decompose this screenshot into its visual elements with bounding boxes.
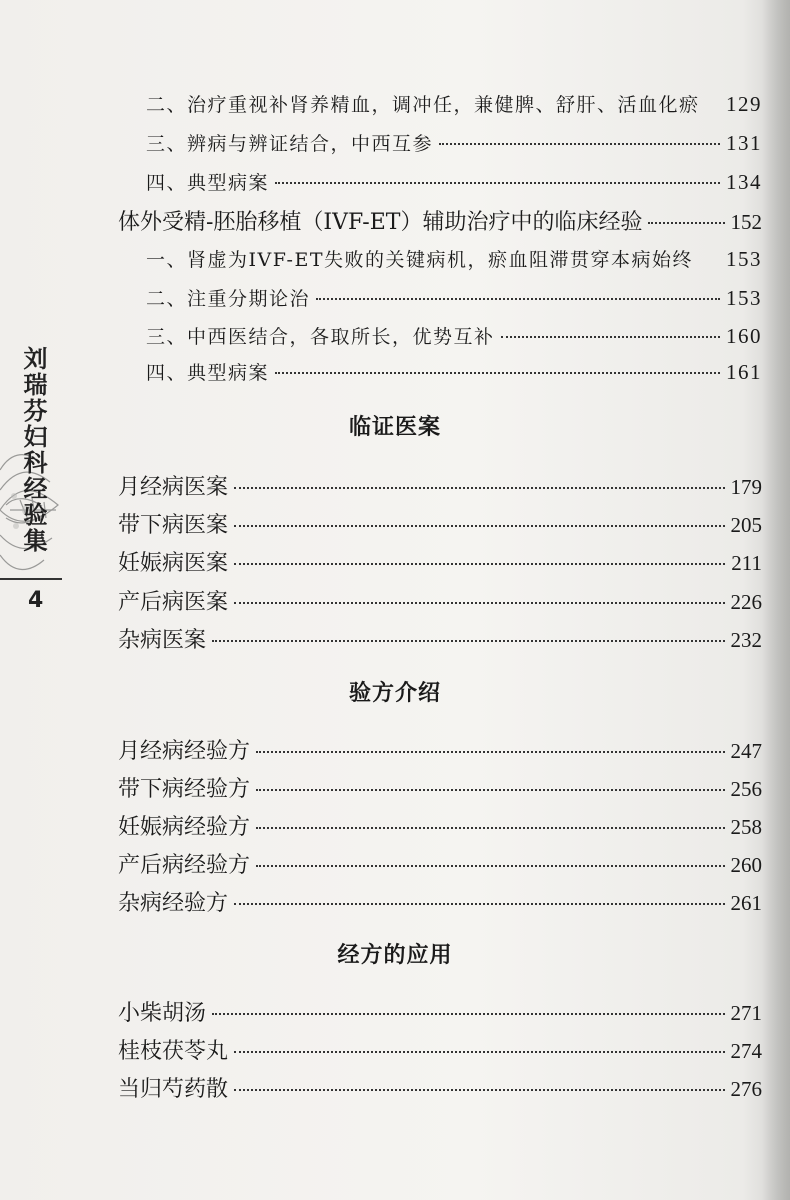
- toc-entry-title: 产后病医案: [118, 590, 229, 615]
- toc-entry-page: 134: [726, 170, 762, 194]
- toc-entry[interactable]: [118, 623, 762, 654]
- toc-entry-page: 276: [730, 1077, 762, 1101]
- toc-entry[interactable]: [118, 508, 762, 539]
- toc-entry-page: 274: [730, 1039, 762, 1063]
- toc-leader: [256, 865, 724, 867]
- toc-entry-page: 256: [730, 777, 762, 801]
- toc-entry-title: 杂病医案: [118, 628, 207, 653]
- toc-leader: [234, 602, 724, 604]
- toc-leader: [256, 827, 724, 829]
- toc-entry-title: 四、典型病案: [146, 172, 270, 194]
- toc-entry-title: 月经病经验方: [118, 739, 251, 764]
- toc-entry-page: 153: [726, 247, 762, 271]
- toc-entry-title: 当归芍药散: [118, 1077, 229, 1102]
- toc-entry[interactable]: [146, 245, 762, 272]
- toc-entry-title: 三、辨病与辨证结合，中西互参: [146, 133, 434, 155]
- toc-entry-title: 小柴胡汤: [118, 1001, 207, 1026]
- toc-entry-title: 二、注重分期论治: [146, 288, 311, 310]
- toc-leader: [501, 336, 720, 338]
- toc-entry-page: 129: [726, 92, 762, 116]
- toc-entry-title: 带下病医案: [118, 513, 229, 538]
- toc-leader: [234, 563, 725, 565]
- toc-entry-page: 179: [730, 475, 762, 499]
- toc-entry-title: 一、肾虚为IVF-ET失败的关键病机，瘀血阻滞贯穿本病始终: [146, 249, 694, 271]
- toc-entry-title: 体外受精-胚胎移植（IVF-ET）辅助治疗中的临床经验: [118, 210, 643, 235]
- toc-leader: [234, 487, 724, 489]
- toc-entry-page: 271: [730, 1001, 762, 1025]
- toc-entry-title: 桂枝茯苓丸: [118, 1039, 229, 1064]
- toc-entry[interactable]: [118, 996, 762, 1027]
- toc-leader: [256, 789, 724, 791]
- toc-entry-title: 带下病经验方: [118, 777, 251, 802]
- toc-leader: [256, 751, 724, 753]
- toc-leader: [648, 222, 724, 224]
- toc-entry-title: 产后病经验方: [118, 853, 251, 878]
- toc-entry-page: 161: [726, 360, 762, 384]
- toc-leader: [275, 372, 720, 374]
- section-heading: 经方的应用: [337, 942, 453, 968]
- toc-leader: [234, 1051, 724, 1053]
- toc-entry[interactable]: [118, 546, 762, 577]
- toc-entry-page: 160: [726, 324, 762, 348]
- toc-leader: [316, 298, 720, 300]
- toc-entry[interactable]: [118, 1034, 762, 1065]
- toc-entry-page: 261: [730, 891, 762, 915]
- toc-entry-page: 211: [731, 551, 762, 575]
- toc-entry[interactable]: [118, 810, 762, 841]
- book-title: 刘瑞芬妇科经验集: [19, 346, 48, 554]
- toc-entry-title: 妊娠病经验方: [118, 815, 251, 840]
- toc-entry[interactable]: [118, 848, 762, 879]
- toc-entry[interactable]: [146, 90, 762, 117]
- toc-leader: [212, 640, 724, 642]
- toc-entry-page: 247: [730, 739, 762, 763]
- spine-shadow: [762, 0, 790, 1200]
- toc-entry-title: 四、典型病案: [146, 362, 270, 384]
- toc-entry-title: 杂病经验方: [118, 891, 229, 916]
- section-heading: 验方介绍: [348, 680, 441, 706]
- toc-entry[interactable]: [118, 734, 762, 765]
- toc-entry[interactable]: [118, 772, 762, 803]
- toc-entry-page: 258: [730, 815, 762, 839]
- toc-leader: [234, 525, 724, 527]
- toc-entry[interactable]: [146, 129, 762, 156]
- toc-leader: [212, 1013, 724, 1015]
- toc-entry[interactable]: [118, 205, 762, 236]
- toc-leader: [234, 903, 724, 905]
- toc-entry[interactable]: [146, 284, 762, 311]
- toc-leader: [275, 182, 720, 184]
- toc-entry[interactable]: [118, 585, 762, 616]
- toc-entry-title: 三、中西医结合，各取所长，优势互补: [146, 326, 495, 348]
- toc-leader: [234, 1089, 724, 1091]
- toc-entry-page: 153: [726, 286, 762, 310]
- toc-entry-title: 二、治疗重视补肾养精血，调冲任，兼健脾、舒肝、活血化瘀: [146, 94, 700, 116]
- toc-entry[interactable]: [118, 1072, 762, 1103]
- toc-entry[interactable]: [146, 358, 762, 385]
- toc-entry-page: 226: [730, 590, 762, 614]
- toc-entry[interactable]: [146, 322, 762, 349]
- toc-entry-page: 232: [730, 628, 762, 652]
- toc-entry-page: 152: [730, 210, 762, 234]
- toc-entry-page: 260: [730, 853, 762, 877]
- page-number: 4: [28, 588, 44, 613]
- section-heading: 临证医案: [348, 414, 441, 440]
- toc-entry[interactable]: [118, 886, 762, 917]
- toc-entry[interactable]: [146, 168, 762, 195]
- toc-leader: [439, 143, 720, 145]
- sidebar-rule: [0, 578, 62, 580]
- toc-entry-title: 月经病医案: [118, 475, 229, 500]
- toc-entry[interactable]: [118, 470, 762, 501]
- toc-entry-page: 131: [726, 131, 762, 155]
- toc-entry-page: 205: [730, 513, 762, 537]
- toc-entry-title: 妊娠病医案: [118, 551, 229, 576]
